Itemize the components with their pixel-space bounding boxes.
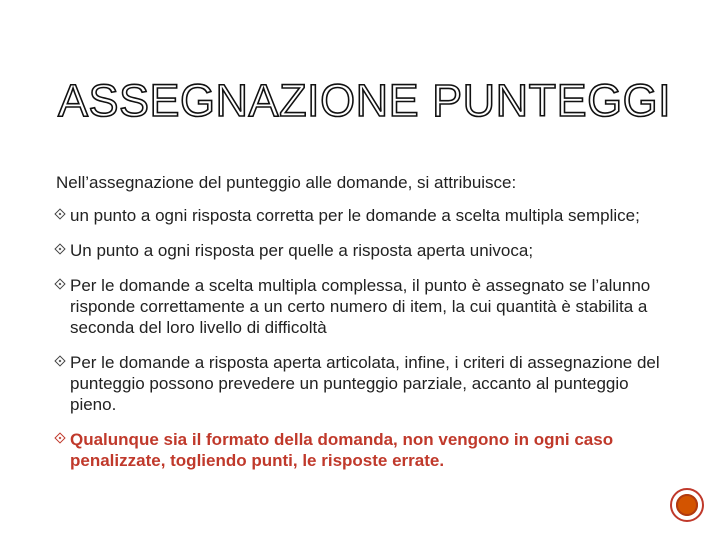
intro-text: Nell’assegnazione del punteggio alle domande, si attribuisce: (56, 173, 517, 192)
list-item-text: Per le domande a scelta multipla complessa, il punto è assegnato se l’alunno risponde correttamente a un certo numero di item, la cui quantità è stabilita a seconda del loro livello di difficoltà (70, 276, 651, 337)
diamond-bullet-icon (54, 243, 65, 254)
diamond-bullet-icon (54, 278, 65, 289)
list-item (56, 352, 666, 415)
list-item (56, 275, 666, 338)
diamond-bullet-icon (54, 432, 65, 443)
list-item-text: Qualunque sia il formato della domanda, non vengono in ogni caso penalizzate, togliendo punti, le risposte errate. (70, 430, 614, 470)
diamond-bullet-icon (54, 208, 65, 219)
list-item-text: Un punto a ogni risposta per quelle a risposta aperta univoca; (70, 241, 534, 260)
list-item (56, 240, 666, 261)
list-item-text: un punto a ogni risposta corretta per le domande a scelta multipla semplice; (70, 206, 640, 225)
circle-nav-icon[interactable] (670, 488, 704, 522)
diamond-bullet-icon (54, 355, 65, 366)
list-item-text: Per le domande a risposta aperta articolata, infine, i criteri di assegnazione del punteggio possono prevedere un punteggio parziale, accanto al punteggio pieno. (70, 353, 660, 414)
slide-title: ASSEGNAZIONE PUNTEGGI (58, 75, 672, 126)
list-item-highlight (56, 429, 666, 471)
slide-content (56, 172, 666, 485)
bullet-list (56, 205, 666, 471)
list-item (56, 205, 666, 226)
